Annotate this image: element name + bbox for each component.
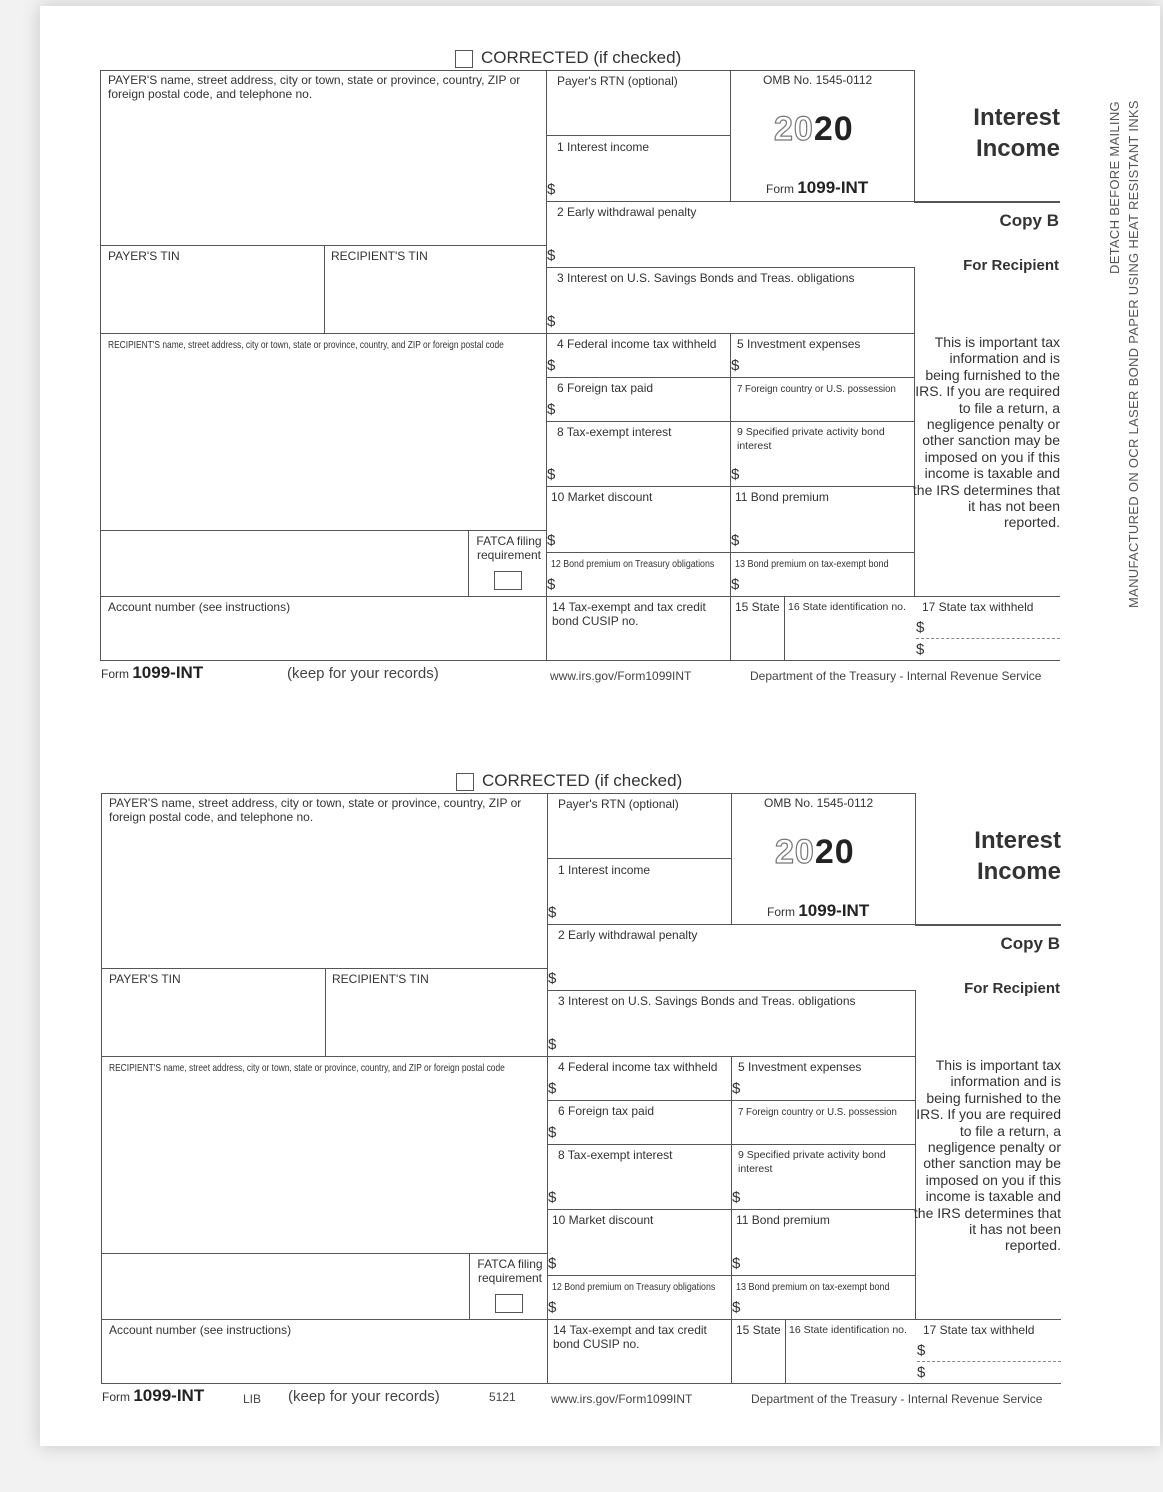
- box12-label: 12 Bond premium on Treasury obligations: [552, 1281, 716, 1293]
- payer-tin-label: PAYER'S TIN: [109, 972, 181, 986]
- box2-label: 2 Early withdrawal penalty: [558, 928, 698, 942]
- form-number-header: Form 1099-INT: [766, 178, 869, 197]
- form-copy-bottom: [41, 729, 1161, 1429]
- box16-label: 16 State identification no.: [789, 1324, 907, 1336]
- box7-label: 7 Foreign country or U.S. possession: [738, 1106, 897, 1118]
- box2-dollar: $: [548, 970, 557, 987]
- box15-label: 15 State: [735, 600, 780, 614]
- box11-label: 11 Bond premium: [736, 1213, 830, 1227]
- box6-label: 6 Foreign tax paid: [558, 1104, 655, 1118]
- fatca-label: FATCA filing requirement: [477, 1257, 543, 1285]
- for-recipient-label: For Recipient: [964, 980, 1060, 997]
- copy-label: Copy B: [999, 211, 1059, 230]
- form-number-header: Form 1099-INT: [767, 901, 870, 920]
- box12-dollar: $: [547, 576, 556, 593]
- box9-dollar: $: [732, 1189, 741, 1206]
- box8-dollar: $: [548, 1189, 557, 1206]
- lib-code: LIB: [243, 1392, 262, 1406]
- box5-dollar: $: [731, 357, 740, 374]
- account-number-label: Account number (see instructions): [109, 1323, 292, 1337]
- box13-label: 13 Bond premium on tax-exempt bond: [736, 1281, 890, 1293]
- box10-label: 10 Market discount: [551, 490, 653, 504]
- box8-label: 8 Tax-exempt interest: [557, 425, 672, 439]
- detach-notice: DETACH BEFORE MAILING: [1107, 101, 1122, 274]
- box17-label: 17 State tax withheld: [923, 1323, 1035, 1337]
- keep-records: (keep for your records): [287, 665, 439, 682]
- corrected-checkbox[interactable]: [455, 50, 473, 68]
- fatca-checkbox[interactable]: [495, 1294, 523, 1313]
- box5-label: 5 Investment expenses: [737, 337, 861, 351]
- fatca-label: FATCA filing requirement: [476, 534, 542, 562]
- box13-dollar: $: [732, 1299, 741, 1316]
- corrected-label: CORRECTED (if checked): [481, 48, 682, 67]
- recipient-tin-label: RECIPIENT'S TIN: [331, 249, 428, 263]
- form-copy-top: [40, 6, 1160, 706]
- recipient-name-label: RECIPIENT'S name, street address, city or town, state or province, country, and ZIP or foreign postal code: [108, 339, 504, 351]
- box2-dollar: $: [547, 247, 556, 264]
- box4-dollar: $: [547, 357, 556, 374]
- department-label: Department of the Treasury - Internal Revenue Service: [751, 1392, 1043, 1406]
- box13-label: 13 Bond premium on tax-exempt bond: [735, 558, 889, 570]
- box11-dollar: $: [731, 532, 740, 549]
- box17-dollar-1: $: [916, 619, 925, 636]
- box3-dollar: $: [547, 313, 556, 330]
- box4-label: 4 Federal income tax withheld: [557, 337, 717, 351]
- for-recipient-label: For Recipient: [963, 257, 1059, 274]
- footer-form-number: Form 1099-INT: [102, 1386, 205, 1405]
- payer-name-label: PAYER'S name, street address, city or town, state or province, country, ZIP or foreign postal code, and telephone no.: [108, 73, 521, 101]
- box4-label: 4 Federal income tax withheld: [558, 1060, 718, 1074]
- box9-dollar: $: [731, 466, 740, 483]
- box14-label: 14 Tax-exempt and tax credit bond CUSIP no.: [553, 1323, 707, 1351]
- form-sheet: [40, 6, 1160, 1446]
- form-title: Interest Income: [973, 104, 1060, 162]
- account-number-label: Account number (see instructions): [108, 600, 291, 614]
- box1-label: 1 Interest income: [557, 140, 650, 154]
- box9-label: 9 Specified private activity bond interest: [738, 1149, 886, 1175]
- box11-dollar: $: [732, 1255, 741, 1272]
- box6-label: 6 Foreign tax paid: [557, 381, 654, 395]
- box11-label: 11 Bond premium: [735, 490, 829, 504]
- corrected-checkbox[interactable]: [456, 773, 474, 791]
- form-title: Interest Income: [974, 827, 1061, 885]
- box10-label: 10 Market discount: [552, 1213, 654, 1227]
- corrected-label: CORRECTED (if checked): [482, 771, 683, 790]
- box8-label: 8 Tax-exempt interest: [558, 1148, 673, 1162]
- box8-dollar: $: [547, 466, 556, 483]
- tax-year: 2020: [774, 110, 854, 148]
- box3-dollar: $: [548, 1036, 557, 1053]
- fatca-checkbox[interactable]: [494, 571, 522, 590]
- irs-url: www.irs.gov/Form1099INT: [550, 669, 692, 683]
- box6-dollar: $: [547, 401, 556, 418]
- box12-label: 12 Bond premium on Treasury obligations: [551, 558, 715, 570]
- box3-label: 3 Interest on U.S. Savings Bonds and Treas. obligations: [557, 271, 855, 285]
- payer-rtn-label: Payer's RTN (optional): [557, 74, 678, 88]
- form-code: 5121: [489, 1390, 516, 1404]
- payer-tin-label: PAYER'S TIN: [108, 249, 180, 263]
- department-label: Department of the Treasury - Internal Revenue Service: [750, 669, 1042, 683]
- tax-year: 2020: [775, 833, 855, 871]
- box1-dollar: $: [548, 904, 557, 921]
- box14-label: 14 Tax-exempt and tax credit bond CUSIP no.: [552, 600, 706, 628]
- recipient-tin-label: RECIPIENT'S TIN: [332, 972, 429, 986]
- box1-label: 1 Interest income: [558, 863, 651, 877]
- box10-dollar: $: [548, 1255, 557, 1272]
- manufactured-notice: MANUFACTURED ON OCR LASER BOND PAPER USING HEAT RESISTANT INKS: [1126, 100, 1141, 608]
- keep-records: (keep for your records): [288, 1388, 440, 1405]
- box5-label: 5 Investment expenses: [738, 1060, 862, 1074]
- box15-label: 15 State: [736, 1323, 781, 1337]
- omb-number: OMB No. 1545-0112: [764, 796, 874, 810]
- irs-url: www.irs.gov/Form1099INT: [551, 1392, 693, 1406]
- box12-dollar: $: [548, 1299, 557, 1316]
- recipient-notice: This is important tax information and is being furnished to the IRS. If you are required to file a return, a negligence penalty or other sanction may be imposed on you if this income is taxable and the IRS determines that it has not been reported.: [912, 334, 1060, 531]
- box3-label: 3 Interest on U.S. Savings Bonds and Treas. obligations: [558, 994, 856, 1008]
- box6-dollar: $: [548, 1124, 557, 1141]
- payer-rtn-label: Payer's RTN (optional): [558, 797, 679, 811]
- box10-dollar: $: [547, 532, 556, 549]
- recipient-name-label: RECIPIENT'S name, street address, city or town, state or province, country, and ZIP or foreign postal code: [109, 1062, 505, 1074]
- box5-dollar: $: [732, 1080, 741, 1097]
- box16-label: 16 State identification no.: [788, 601, 906, 613]
- recipient-notice: This is important tax information and is being furnished to the IRS. If you are required to file a return, a negligence penalty or other sanction may be imposed on you if this income is taxable and the IRS determines that it has not been reported.: [913, 1057, 1061, 1254]
- box7-label: 7 Foreign country or U.S. possession: [737, 383, 896, 395]
- copy-label: Copy B: [1000, 934, 1060, 953]
- box13-dollar: $: [731, 576, 740, 593]
- box17-label: 17 State tax withheld: [922, 600, 1034, 614]
- payer-name-label: PAYER'S name, street address, city or town, state or province, country, ZIP or foreign postal code, and telephone no.: [109, 796, 522, 824]
- box4-dollar: $: [548, 1080, 557, 1097]
- box1-dollar: $: [547, 181, 556, 198]
- box17-dollar-2: $: [917, 1364, 926, 1381]
- box2-label: 2 Early withdrawal penalty: [557, 205, 697, 219]
- box17-dollar-2: $: [916, 641, 925, 658]
- box9-label: 9 Specified private activity bond interest: [737, 426, 885, 452]
- footer-form-number: Form 1099-INT: [101, 663, 204, 682]
- box17-dollar-1: $: [917, 1342, 926, 1359]
- omb-number: OMB No. 1545-0112: [763, 73, 873, 87]
